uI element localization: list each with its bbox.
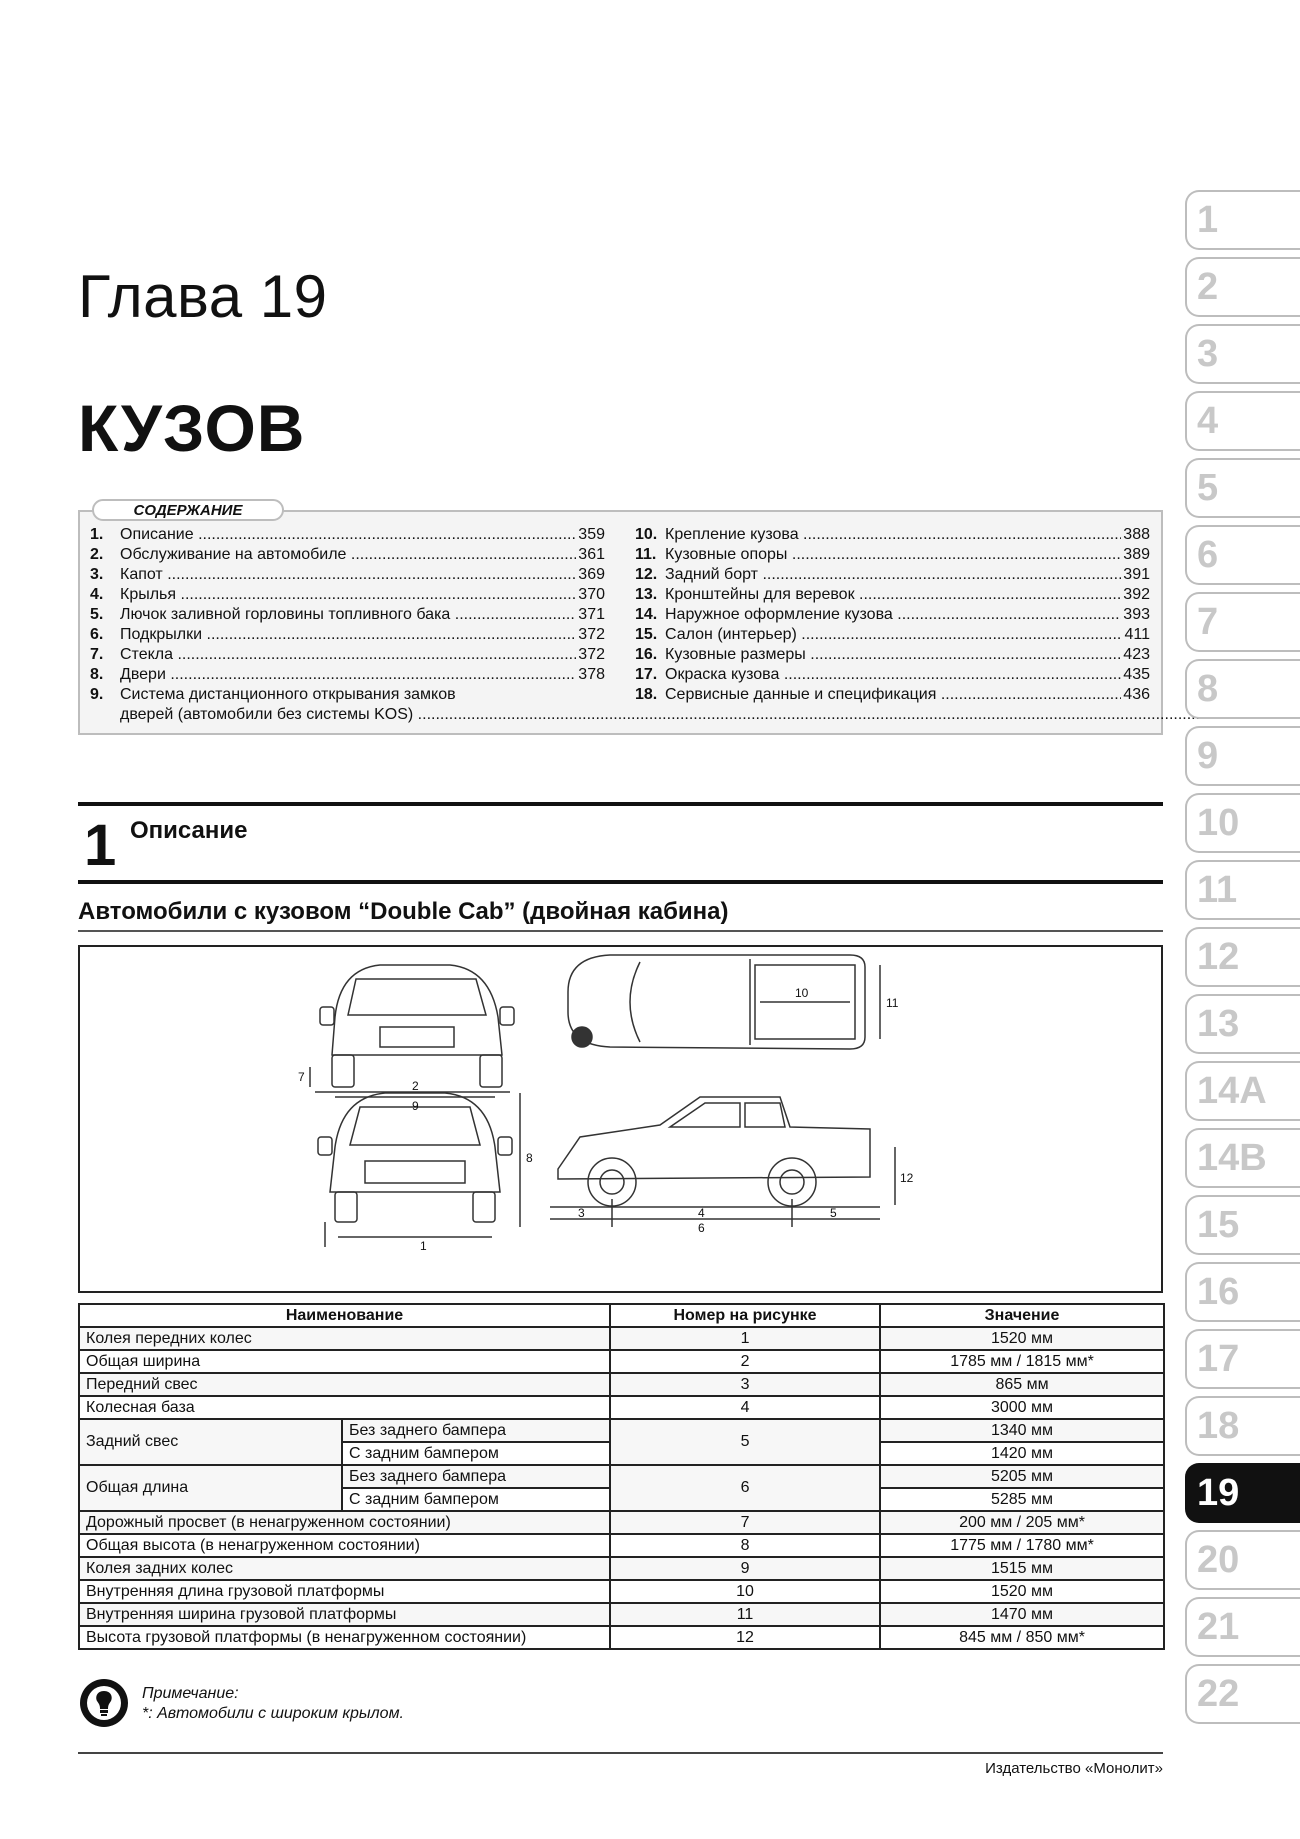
side-tab-19-active[interactable]: 19 [1185, 1463, 1300, 1523]
front-view-drawing [315, 1092, 520, 1247]
subsection-rule [78, 930, 1163, 932]
table-row: Высота грузовой платформы (в ненагруженном состоянии) 12 845 мм / 850 мм* [79, 1626, 1164, 1649]
table-row: Внутренняя ширина грузовой платформы 11 1470 мм [79, 1603, 1164, 1626]
lightbulb-icon [80, 1679, 128, 1727]
rear-view-drawing [310, 965, 514, 1097]
side-tab-1[interactable]: 1 [1185, 190, 1300, 250]
side-tab-3[interactable]: 3 [1185, 324, 1300, 384]
table-row: Внутренняя длина грузовой платформы 10 1520 мм [79, 1580, 1164, 1603]
side-tab-5[interactable]: 5 [1185, 458, 1300, 518]
toc-item[interactable]: 2. Обслуживание на автомобиле ..... 361 [90, 545, 605, 565]
publisher-label: Издательство «Монолит» [985, 1760, 1163, 1777]
side-tab-18[interactable]: 18 [1185, 1396, 1300, 1456]
diagram-svg [80, 947, 1161, 1291]
toc-item[interactable]: 1. Описание ..... 359 [90, 525, 605, 545]
side-tab-20[interactable]: 20 [1185, 1530, 1300, 1590]
column-header-value: Значение [880, 1304, 1164, 1327]
toc-heading: СОДЕРЖАНИЕ [92, 499, 284, 521]
toc-item[interactable]: 14. Наружное оформление кузова ..... 393 [635, 605, 1150, 625]
vehicle-dimensions-diagram [78, 945, 1163, 1293]
toc-item[interactable]: 5. Лючок заливной горловины топливного бака ..... 371 [90, 605, 605, 625]
note-text: *: Автомобили с широким крылом. [142, 1705, 404, 1722]
dimension-label: 6 [698, 1221, 705, 1235]
toc-item[interactable]: 4. Крылья ..... 370 [90, 585, 605, 605]
table-row: С задним бампером 1420 мм [79, 1442, 1164, 1465]
table-row: Передний свес 3 865 мм [79, 1373, 1164, 1396]
dimension-label: 8 [526, 1151, 533, 1165]
side-tab-4[interactable]: 4 [1185, 391, 1300, 451]
side-tab-9[interactable]: 9 [1185, 726, 1300, 786]
toc-item[interactable]: 15. Салон (интерьер) ..... 411 [635, 625, 1150, 645]
table-row: Колея передних колес 1 1520 мм [79, 1327, 1164, 1350]
column-header-name: Наименование [79, 1304, 610, 1327]
table-row: Общая высота (в ненагруженном состоянии) 8 1775 мм / 1780 мм* [79, 1534, 1164, 1557]
toc-item[interactable]: 12. Задний борт ..... 391 [635, 565, 1150, 585]
dimension-label: 11 [886, 996, 899, 1010]
table-row: Колесная база 4 3000 мм [79, 1396, 1164, 1419]
dimension-label: 10 [795, 986, 809, 1000]
toc-item[interactable]: 10. Крепление кузова ..... 388 [635, 525, 1150, 545]
column-header-figure: Номер на рисунке [610, 1304, 880, 1327]
toc-item[interactable]: 9. Система дистанционного открывания замков дверей (автомобили без системы KOS) ..... [90, 685, 605, 725]
chapter-label: Глава 19 [78, 263, 328, 330]
dimension-label: 5 [830, 1206, 837, 1220]
toc-item[interactable]: 6. Подкрылки ..... 372 [90, 625, 605, 645]
dimension-label: 7 [298, 1070, 305, 1084]
toc-item[interactable]: 3. Капот ..... 369 [90, 565, 605, 585]
side-tab-7[interactable]: 7 [1185, 592, 1300, 652]
section-rule-bottom [78, 880, 1163, 884]
dimension-label: 9 [412, 1099, 419, 1113]
side-tab-17[interactable]: 17 [1185, 1329, 1300, 1389]
footer-rule [78, 1752, 1163, 1754]
subsection-title: Автомобили с кузовом “Double Cab” (двойная кабина) [78, 898, 729, 925]
side-tab-16[interactable]: 16 [1185, 1262, 1300, 1322]
table-row: Задний свес Без заднего бампера 5 1340 мм [79, 1419, 1164, 1442]
table-row: Дорожный просвет (в ненагруженном состоянии) 7 200 мм / 205 мм* [79, 1511, 1164, 1534]
toc-item[interactable]: 16. Кузовные размеры ..... 423 [635, 645, 1150, 665]
toc-item[interactable]: 8. Двери ..... 378 [90, 665, 605, 685]
side-tab-13[interactable]: 13 [1185, 994, 1300, 1054]
side-tab-11[interactable]: 11 [1185, 860, 1300, 920]
toc-item[interactable]: 11. Кузовные опоры ..... 389 [635, 545, 1150, 565]
section-number: 1 [84, 813, 117, 878]
dimension-label: 4 [698, 1206, 705, 1220]
dimension-label: 3 [578, 1206, 585, 1220]
dimension-label: 1 [420, 1239, 427, 1253]
side-tab-14a[interactable]: 14A [1185, 1061, 1300, 1121]
dimension-label: 2 [412, 1079, 419, 1093]
side-tab-8[interactable]: 8 [1185, 659, 1300, 719]
dimensions-table [78, 1303, 1165, 1650]
side-view-drawing [550, 1097, 895, 1227]
top-view-drawing [568, 955, 880, 1049]
side-tab-22[interactable]: 22 [1185, 1664, 1300, 1724]
table-row: Общая ширина 2 1785 мм / 1815 мм* [79, 1350, 1164, 1373]
table-header-row [79, 1304, 1164, 1327]
toc-right-column [635, 525, 1150, 705]
side-tab-10[interactable]: 10 [1185, 793, 1300, 853]
side-tab-2[interactable]: 2 [1185, 257, 1300, 317]
toc-item[interactable]: 18. Сервисные данные и спецификация ..... 436 [635, 685, 1150, 705]
side-tab-21[interactable]: 21 [1185, 1597, 1300, 1657]
toc-item[interactable]: 13. Кронштейны для веревок ..... 392 [635, 585, 1150, 605]
side-tab-12[interactable]: 12 [1185, 927, 1300, 987]
side-tab-14b[interactable]: 14B [1185, 1128, 1300, 1188]
note-title: Примечание: [142, 1685, 239, 1702]
section-title: Описание [130, 817, 248, 844]
toc-item[interactable]: 17. Окраска кузова ..... 435 [635, 665, 1150, 685]
table-row: С задним бампером 5285 мм [79, 1488, 1164, 1511]
table-row: Общая длина Без заднего бампера 6 5205 мм [79, 1465, 1164, 1488]
section-rule-top [78, 802, 1163, 806]
toc-left-column [90, 525, 605, 725]
chapter-title: КУЗОВ [78, 391, 306, 465]
toc-item[interactable]: 7. Стекла ..... 372 [90, 645, 605, 665]
side-tab-15[interactable]: 15 [1185, 1195, 1300, 1255]
side-tab-6[interactable]: 6 [1185, 525, 1300, 585]
dimension-label: 12 [900, 1171, 914, 1185]
table-row: Колея задних колес 9 1515 мм [79, 1557, 1164, 1580]
